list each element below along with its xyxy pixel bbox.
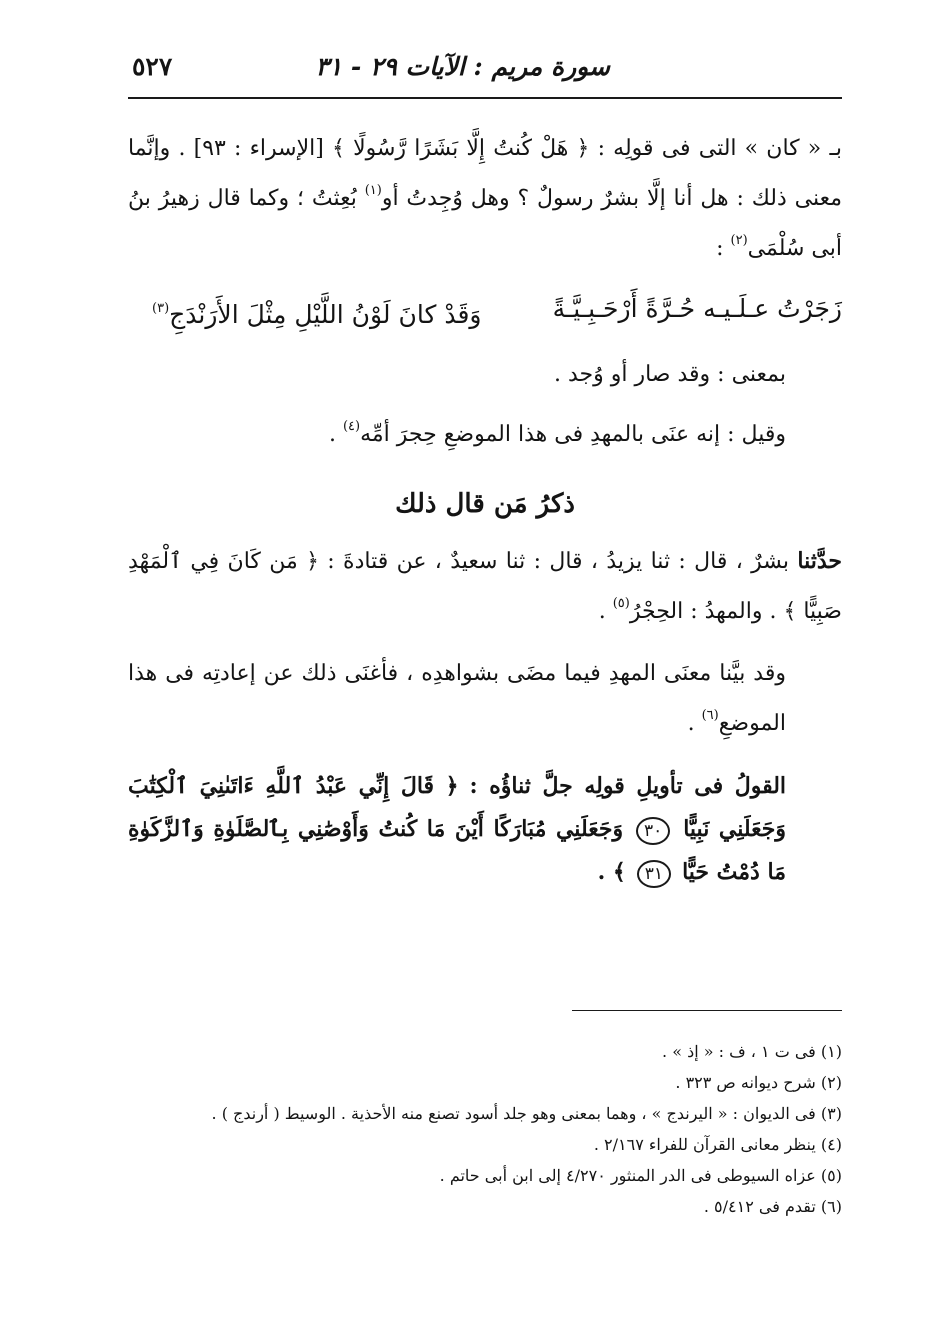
quran-verse-31: وَجَعَلَنِي مُبَارَكًا أَيْنَ مَا كُنتُ وَأَوْصَٰنِي بِٱلصَّلَوٰةِ وَٱلزَّكَوٰةِ مَا دُمْتُ حَيًّا: [128, 816, 786, 885]
page-number: ٥٢٧: [132, 52, 173, 81]
verse-second-hemistich-wrap: [152, 280, 481, 344]
footnote-rule: [572, 1010, 842, 1011]
header-rule: [128, 97, 842, 99]
footnote-3: (٣) فى الديوان : « اليرندج » ، وهما بمعنى وهو جلد أسود تصنع منه الأحذية . الوسيط ( أرندج ) .: [211, 1104, 842, 1123]
footnote-ref-5: (٥): [612, 596, 630, 611]
paragraph-4: [128, 540, 842, 633]
paragraph-1: [128, 128, 842, 270]
footnotes: [128, 1036, 842, 1222]
paragraph-3-end: .: [328, 422, 336, 447]
running-title: سورة مريم : الآيات ٢٩ - ٣١: [315, 52, 610, 81]
poetry-verse: [128, 280, 842, 344]
footnote-4: (٤) ينظر معانى القرآن للفراء ٢/١٦٧ .: [593, 1135, 842, 1154]
paragraph-4-end: .: [598, 599, 606, 624]
paragraph-1-text-b: بُعِثتُ ؛ وكما قال زهيرُ بنُ أبى سُلْمَى: [128, 186, 842, 261]
page-header: [128, 46, 842, 96]
main-text: [128, 128, 842, 894]
paragraph-5: [128, 653, 842, 745]
verse-first-hemistich: زَجَرْتُ عـلَـيـه حُـرَّةً أَرْحَـبِـيَّـةً: [552, 294, 842, 323]
ayah-number-31: ٣١: [637, 860, 671, 888]
verse-second-hemistich: وَقَدْ كانَ لَوْنُ اللَّيْلِ مِثْلَ الأَرَنْدَجِ: [169, 300, 482, 329]
spacer: [128, 396, 842, 406]
footnote-2: (٢) شرح ديوانه ص ٣٢٣ .: [675, 1073, 842, 1092]
paragraph-4-text: بشرٌ ، قال : ثنا يزيدُ ، قال : ثنا سعيدٌ ، عن قتادةَ : ﴿ مَن كَانَ فِي ٱلْمَهْدِ صَبِيًّا ﴾ . والمهدُ : الحِجْرُ: [128, 549, 842, 624]
spacer: [128, 633, 842, 653]
paragraph-1-text-a: بـ « كان » التى فى قولِه : ﴿ هَلْ كُنتُ إِلَّا بَشَرًا رَّسُولًا ﴾ [الإسراء : ٩٣] . وإنَّما معنى ذلك : هل أنا إلَّا بشرٌ رسولٌ ؟ وهل وُجِدتُ أو: [128, 136, 843, 211]
quran-verse-30: ﴿ قَالَ إِنِّي عَبْدُ ٱللَّهِ ءَاتَىٰنِيَ ٱلْكِتَٰبَ وَجَعَلَنِي نَبِيًّا: [128, 773, 787, 842]
paragraph-2: بمعنى : وقد صار أو وُجد .: [554, 362, 786, 387]
footnote-ref-3: (٣): [152, 301, 170, 316]
footnote-1: (١) فى ت ١ ، ف : « إذ » .: [662, 1042, 842, 1061]
paragraph-5-end: .: [687, 711, 695, 736]
footnote-ref-2: (٢): [730, 233, 748, 248]
ayah-number-30: ٣٠: [636, 817, 670, 845]
paragraph-4-lead: حدَّثنا: [797, 548, 842, 574]
footnote-ref-1: (١): [364, 183, 382, 198]
spacer: [128, 745, 842, 765]
paragraph-1-end: :: [716, 236, 724, 261]
paragraph-3: [128, 406, 842, 456]
quran-verse-end: ﴾ .: [597, 859, 626, 885]
paragraph-6-lead: القولُ فى تأويلِ قولِه جلَّ ثناؤُه :: [469, 773, 787, 799]
footnote-5: (٥) عزاه السيوطى فى الدر المنثور ٤/٢٧٠ إلى ابن أبى حاتم .: [439, 1166, 842, 1185]
spacer: [128, 270, 842, 280]
footnote-ref-4: (٤): [342, 419, 361, 434]
section-heading: ذكرُ مَن قال ذلك: [395, 489, 575, 519]
footnote-6: (٦) تقدم فى ٥/٤١٢ .: [703, 1197, 842, 1216]
paragraph-3-text: وقيل : إنه عنَى بالمهدِ فى هذا الموضعِ حِجرَ أمِّه: [360, 422, 786, 447]
footnote-ref-6: (٦): [701, 708, 719, 723]
paragraph-5-text: وقد بيَّنا معنَى المهدِ فيما مضَى بشواهدِه ، فأغنَى ذلك عن إعادتِه فى هذا الموضعِ: [128, 661, 786, 736]
spacer: [128, 344, 842, 354]
paragraph-6: [128, 765, 842, 894]
